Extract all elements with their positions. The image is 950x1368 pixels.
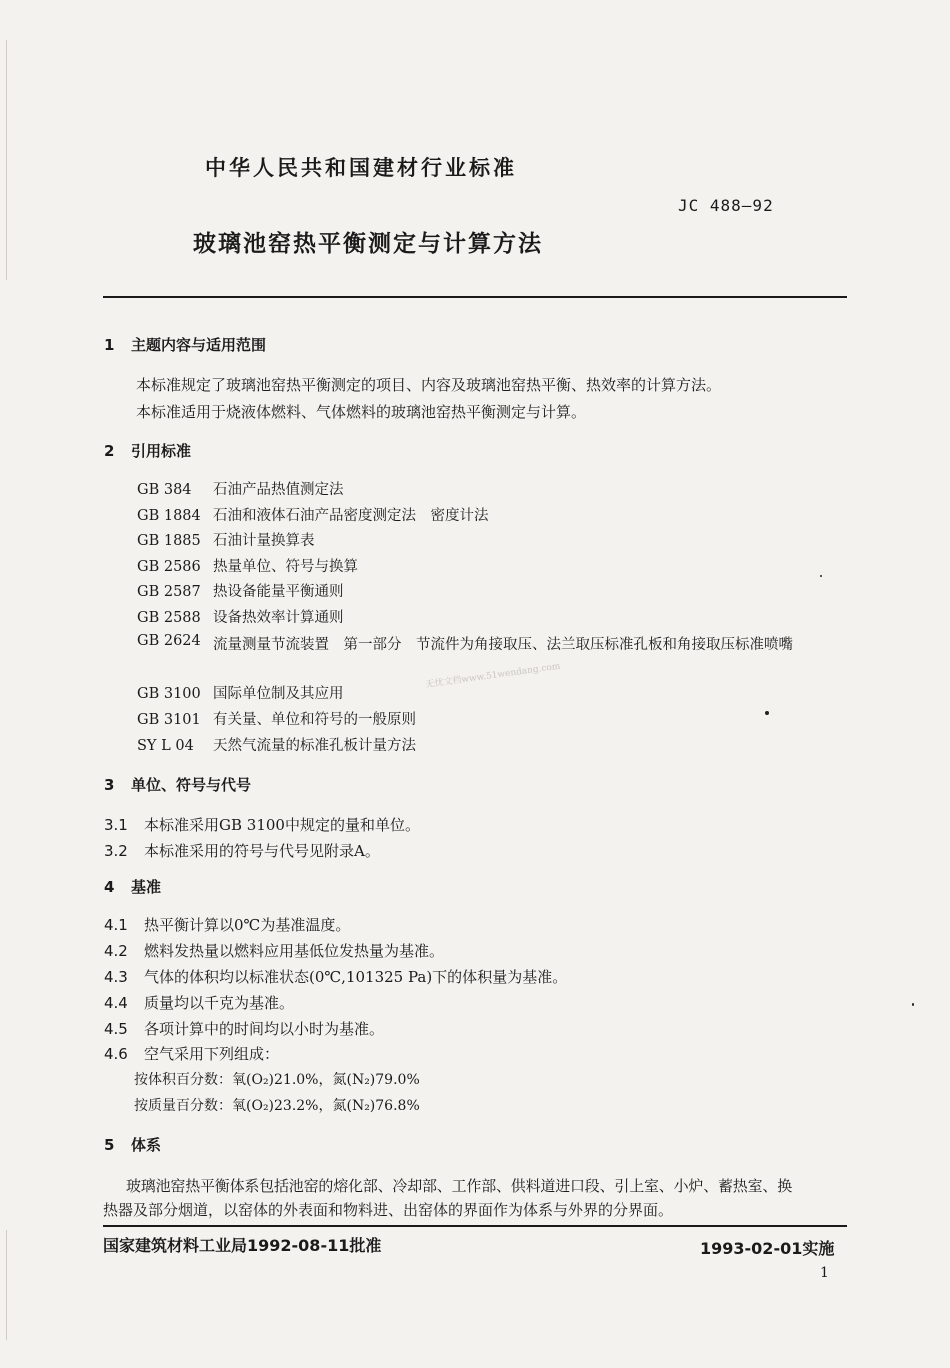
clause-item <box>104 814 420 835</box>
standard-code: JC 488—92 <box>678 196 774 215</box>
reference-title: 国际单位制及其应用 <box>213 686 344 702</box>
reference-title: 石油计量换算表 <box>213 533 315 549</box>
clause-number: 4.2 <box>104 942 128 960</box>
clause-number: 3.2 <box>104 842 128 860</box>
reference-code: GB 3101 <box>137 712 201 728</box>
clause-text: 燃料发热量以燃料应用基低位发热量为基准。 <box>144 942 445 960</box>
clause-text: 各项计算中的时间均以小时为基准。 <box>144 1020 385 1038</box>
reference-title: 热设备能量平衡通则 <box>213 584 344 600</box>
scan-speck <box>820 575 822 577</box>
clause-number: 3.1 <box>104 816 128 834</box>
section-4-heading <box>104 876 161 897</box>
reference-code: GB 2588 <box>137 610 201 626</box>
clause-item <box>104 914 350 935</box>
section-number: 3 <box>104 776 115 794</box>
reference-code: GB 3100 <box>137 686 201 702</box>
reference-title: 流量测量节流装置 第一部分 节流件为角接取压、法兰取压标准孔板和角接取压标准喷嘴 <box>213 637 793 653</box>
page-number: 1 <box>820 1265 829 1281</box>
effective-date: 1993-02-01实施 <box>700 1239 835 1258</box>
reference-item <box>137 555 358 576</box>
section-title: 单位、符号与代号 <box>131 776 252 794</box>
clause-text: 气体的体积均以标准状态(0℃,101325 Pa)下的体积量为基准。 <box>144 968 568 986</box>
reference-title: 天然气流量的标准孔板计量方法 <box>213 738 416 754</box>
reference-title: 有关量、单位和符号的一般原则 <box>213 712 416 728</box>
scan-speck <box>765 711 769 715</box>
footer-rule <box>103 1225 847 1227</box>
clause-number: 4.3 <box>104 968 128 986</box>
clause-item <box>104 992 294 1013</box>
section-2-heading <box>104 440 191 461</box>
scan-edge-line <box>6 40 7 280</box>
section-title: 体系 <box>131 1136 162 1154</box>
paragraph: 本标准规定了玻璃池窑热平衡测定的项目、内容及玻璃池窑热平衡、热效率的计算方法。 <box>136 376 722 394</box>
clause-text: 空气采用下列组成： <box>144 1045 280 1063</box>
paragraph: 热器及部分烟道，以窑体的外表面和物料进、出窑体的界面作为体系与外界的分界面。 <box>103 1201 674 1219</box>
clause-text: 质量均以千克为基准。 <box>144 994 295 1012</box>
reference-code: GB 2586 <box>137 559 201 575</box>
reference-item <box>137 529 315 550</box>
clause-text: 热平衡计算以0℃为基准温度。 <box>144 916 351 934</box>
clause-item <box>104 1043 279 1064</box>
reference-item <box>137 478 344 499</box>
document-title: 玻璃池窑热平衡测定与计算方法 <box>193 231 543 257</box>
reference-code: GB 1885 <box>137 533 201 549</box>
clause-text: 本标准采用的符号与代号见附录A。 <box>144 842 380 860</box>
section-number: 5 <box>104 1136 115 1154</box>
reference-item <box>137 708 416 729</box>
standard-type: 中华人民共和国建材行业标准 <box>205 156 517 180</box>
reference-item <box>137 734 416 755</box>
section-number: 1 <box>104 336 115 354</box>
section-3-heading <box>104 774 251 795</box>
clause-number: 4.5 <box>104 1020 128 1038</box>
reference-code: GB 2624 <box>137 633 201 649</box>
reference-item <box>137 633 847 657</box>
clause-item <box>104 840 380 861</box>
section-5-heading <box>104 1134 161 1155</box>
clause-number: 4.4 <box>104 994 128 1012</box>
section-1-heading <box>104 334 266 355</box>
clause-item <box>104 966 567 987</box>
clause-number: 4.1 <box>104 916 128 934</box>
reference-code: SY L 04 <box>137 738 194 754</box>
reference-code: GB 2587 <box>137 584 201 600</box>
reference-title: 热量单位、符号与换算 <box>213 559 358 575</box>
scan-speck <box>912 1003 914 1006</box>
watermark: 无忧文档www.51wendang.com <box>425 661 561 691</box>
reference-code: GB 1884 <box>137 508 201 524</box>
reference-item <box>137 682 344 703</box>
clause-number: 4.6 <box>104 1045 128 1063</box>
section-title: 引用标准 <box>131 442 192 460</box>
section-number: 4 <box>104 878 115 896</box>
reference-item <box>137 504 489 525</box>
clause-item <box>104 1018 384 1039</box>
section-number: 2 <box>104 442 115 460</box>
reference-title: 石油和液体石油产品密度测定法 密度计法 <box>213 508 489 524</box>
clause-text: 本标准采用GB 3100中规定的量和单位。 <box>144 816 420 834</box>
reference-item <box>137 580 344 601</box>
clause-item <box>104 940 444 961</box>
air-volume-composition: 按体积百分数：氧(O₂)21.0%，氮(N₂)79.0% <box>134 1072 420 1088</box>
air-mass-composition: 按质量百分数：氧(O₂)23.2%，氮(N₂)76.8% <box>134 1098 420 1114</box>
reference-title: 设备热效率计算通则 <box>213 610 344 626</box>
reference-title: 石油产品热值测定法 <box>213 482 344 498</box>
reference-item <box>137 606 344 627</box>
paragraph: 本标准适用于烧液体燃料、气体燃料的玻璃池窑热平衡测定与计算。 <box>136 403 587 421</box>
section-title: 主题内容与适用范围 <box>131 336 267 354</box>
approval-line: 国家建筑材料工业局1992-08-11批准 <box>103 1236 382 1255</box>
section-title: 基准 <box>131 878 162 896</box>
header-rule <box>103 296 847 298</box>
reference-code: GB 384 <box>137 482 192 498</box>
paragraph: 玻璃池窑热平衡体系包括池窑的熔化部、冷却部、工作部、供料道进口段、引上室、小炉、蓄热室、换 <box>126 1177 793 1195</box>
scan-edge-line <box>6 1230 7 1340</box>
